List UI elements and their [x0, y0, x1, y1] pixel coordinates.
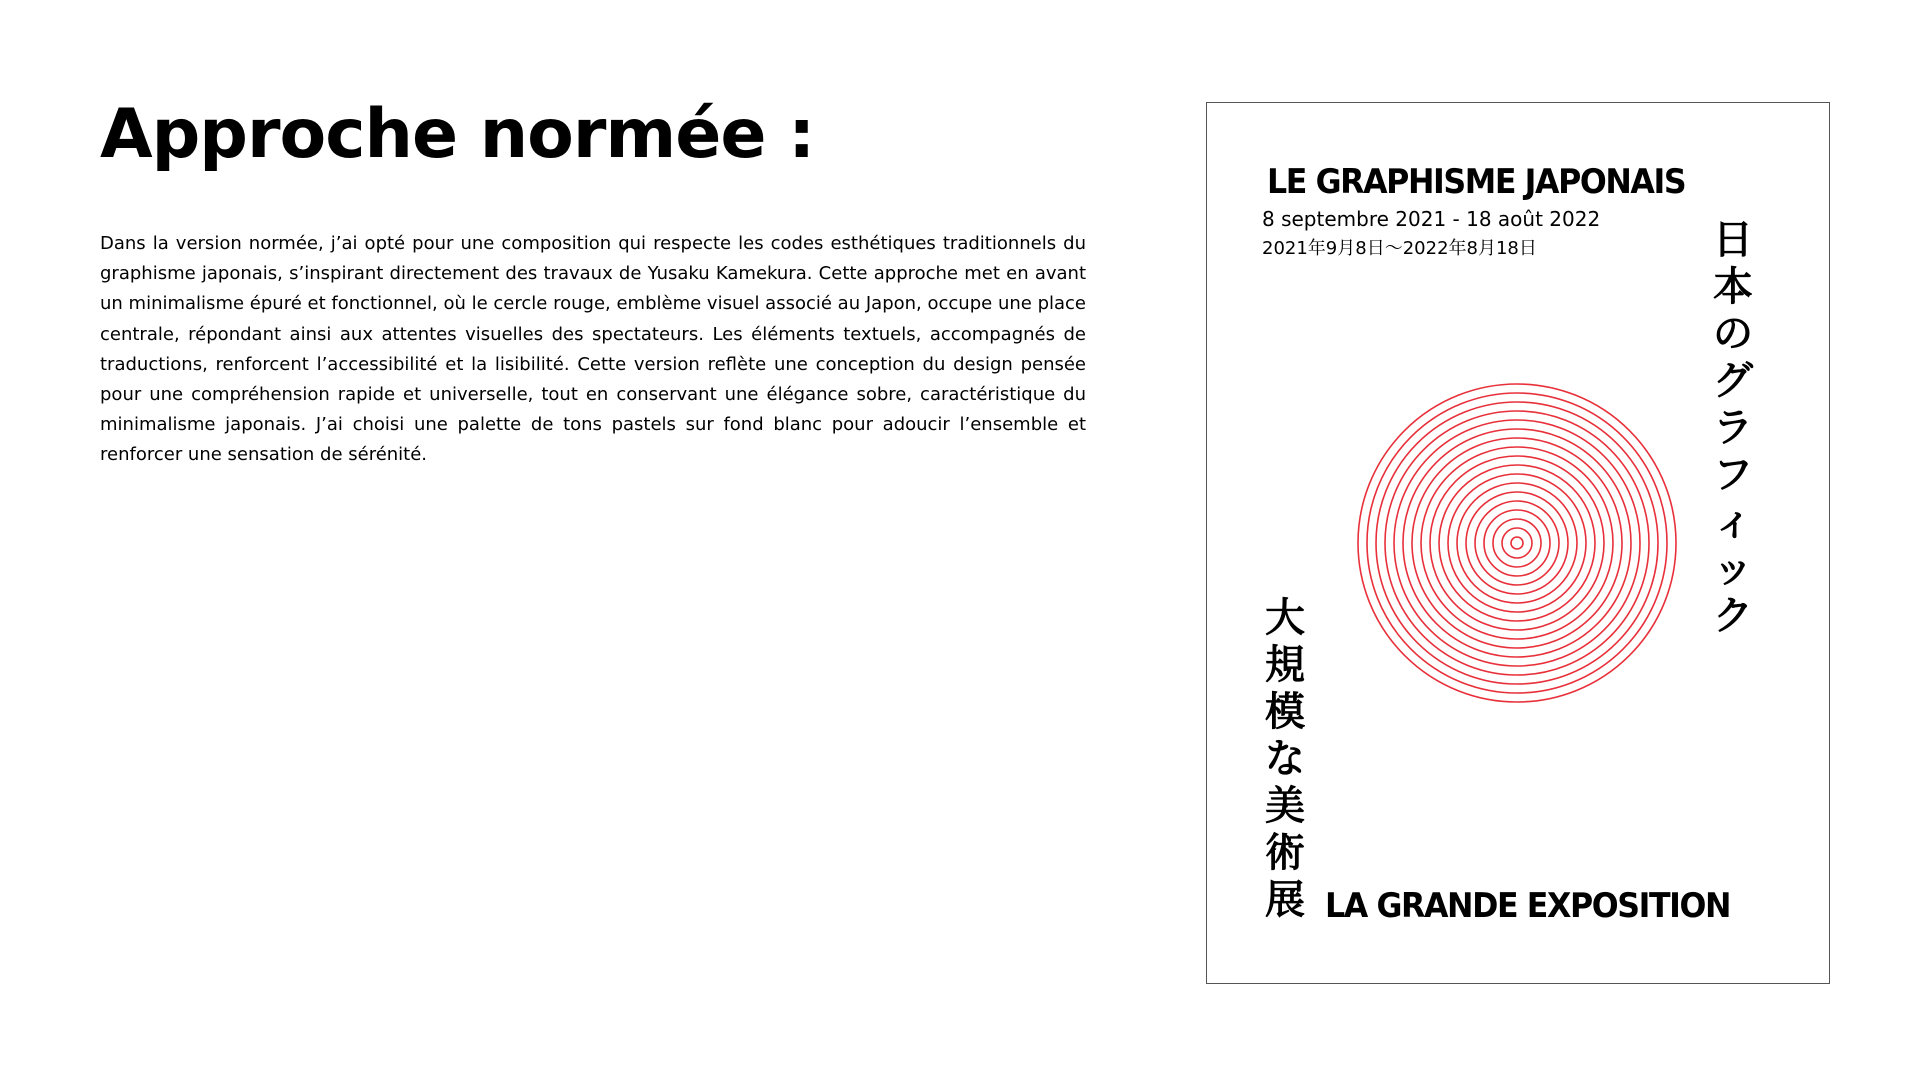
- poster-bottom-title: LA GRANDE EXPOSITION: [1325, 886, 1731, 926]
- red-ring-9: [1439, 465, 1595, 621]
- poster-vertical-title-japanese: 日本のグラフィック: [1713, 217, 1753, 639]
- red-ring-3: [1385, 411, 1649, 675]
- red-ring-14: [1484, 510, 1550, 576]
- red-ring-4: [1394, 420, 1640, 666]
- poster-title: LE GRAPHISME JAPONAIS: [1267, 162, 1686, 202]
- red-ring-10: [1448, 474, 1586, 612]
- red-ring-2: [1376, 402, 1658, 684]
- red-ring-13: [1475, 501, 1559, 585]
- red-ring-8: [1430, 456, 1604, 630]
- red-ring-0: [1358, 384, 1676, 702]
- red-ring-17: [1511, 537, 1523, 549]
- red-ring-6: [1412, 438, 1622, 648]
- red-ring-12: [1466, 492, 1568, 594]
- concentric-red-circles: [1357, 383, 1677, 703]
- red-ring-5: [1403, 429, 1631, 657]
- poster-date-japanese: 2021年9月8日〜2022年8月18日: [1262, 238, 1537, 259]
- red-ring-16: [1502, 528, 1532, 558]
- poster-date-french: 8 septembre 2021 - 18 août 2022: [1262, 207, 1601, 231]
- slide-heading: Approche normée :: [100, 95, 815, 174]
- poster-vertical-subtitle-japanese: 大規模な美術展: [1265, 595, 1305, 923]
- red-ring-7: [1421, 447, 1613, 639]
- description-paragraph: Dans la version normée, j’ai opté pour une composition qui respecte les codes esthétiques traditionnels du graphisme japonais, s’inspirant directement des travaux de Yusaku Kamekura. Cette approche met en avant un minimalisme épuré et fonctionnel, où le cercle rouge, emblème visuel associé au Japon, occupe une place centrale, répondant ainsi aux attentes visuelles des spectateurs. Les éléments textuels, accompagnés de traductions, renforcent l’accessibilité et la lisibilité. Cette version reflète une conception du design pensée pour une compréhension rapide et universelle, tout en conservant une élégance sobre, caractéristique du minimalisme japonais. J’ai choisi une palette de tons pastels sur fond blanc pour adoucir l’ensemble et renforcer une sensation de sérénité.: [100, 233, 1086, 466]
- exhibition-poster: [1206, 102, 1830, 984]
- red-ring-15: [1493, 519, 1541, 567]
